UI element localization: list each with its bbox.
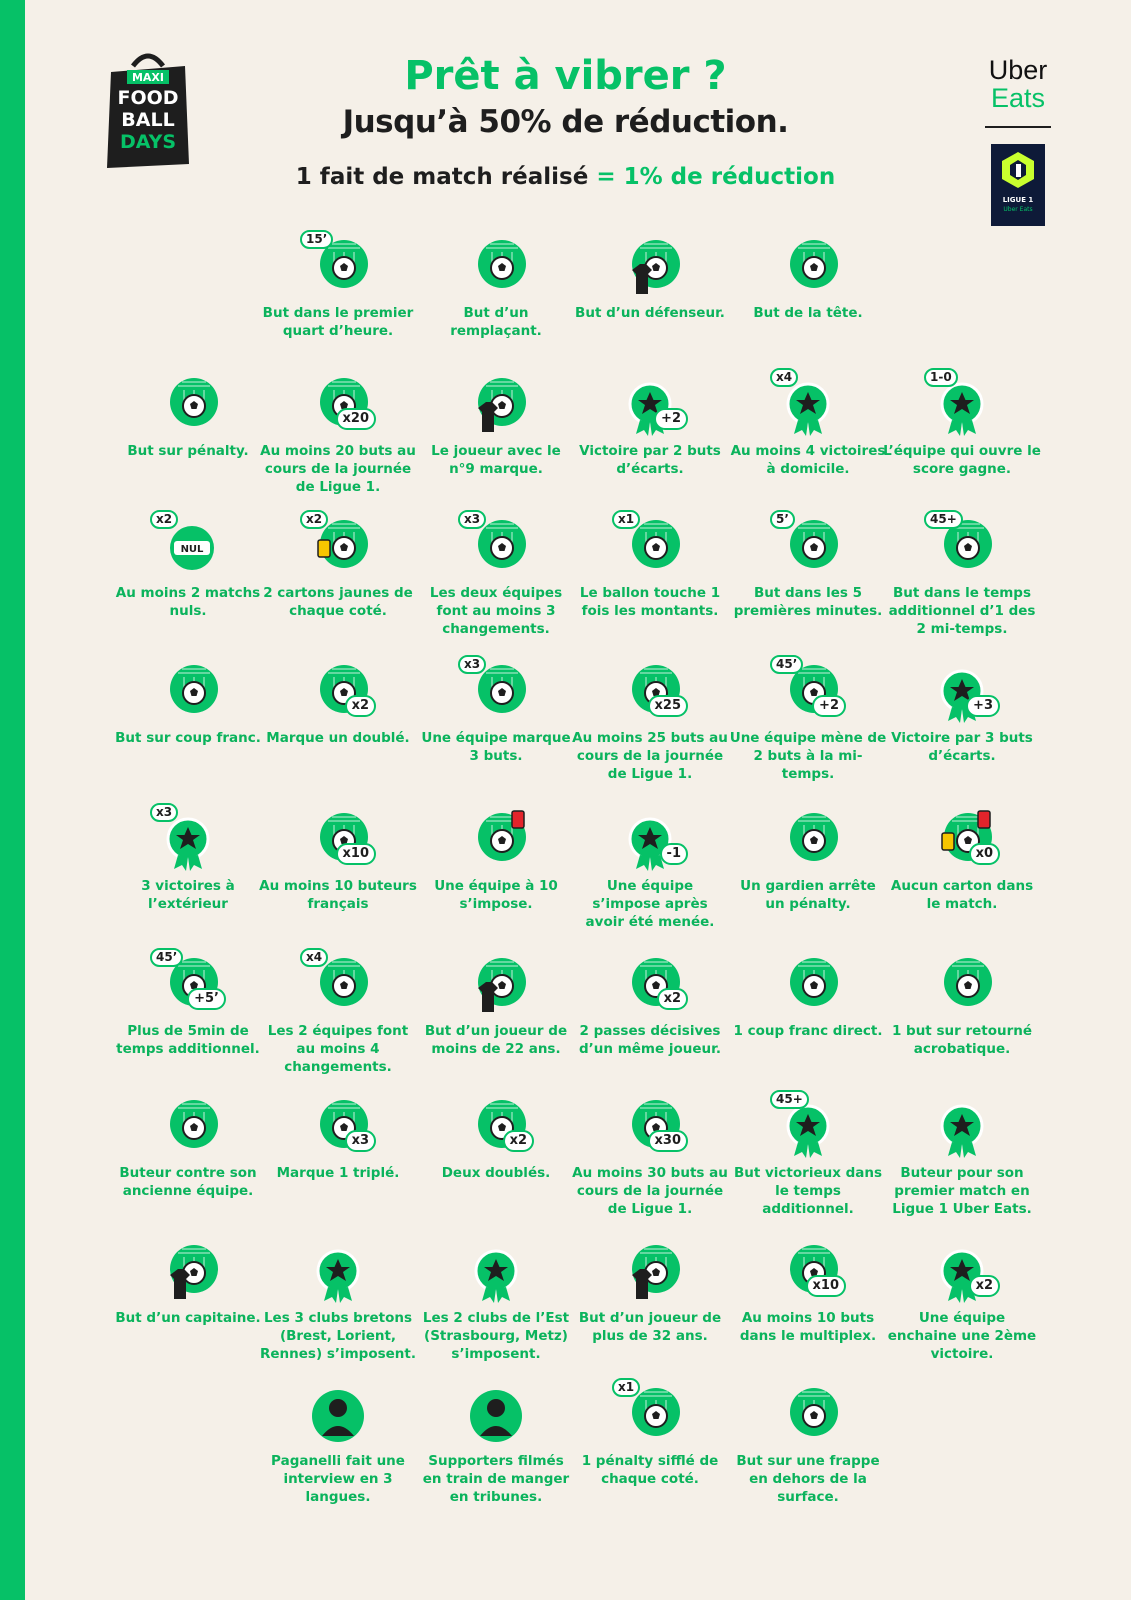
fact-label: Une équipe marque 3 buts. <box>421 730 571 764</box>
no-card-icon <box>922 803 1002 873</box>
goal-ball-icon <box>610 1090 690 1160</box>
jersey-goal-icon <box>610 230 690 300</box>
supporter-icon <box>456 1378 536 1448</box>
fact-label: Une équipe s’impose après avoir été menée. <box>585 878 715 930</box>
fact-label: Au moins 25 buts au cours de la journée de Ligue 1. <box>572 730 728 782</box>
fact-tag: x4 <box>300 948 328 967</box>
fact-item <box>729 948 887 1040</box>
fact-label: Les 2 clubs de l’Est (Strasbourg, Metz) s’imposent. <box>422 1310 570 1362</box>
goal-ball-icon <box>610 655 690 725</box>
fact-item <box>109 510 267 620</box>
fact-label: But d’un capitaine. <box>115 1310 261 1326</box>
goalkeeper-icon <box>768 803 848 873</box>
fact-label: Au moins 10 buts dans le multiplex. <box>739 1310 877 1344</box>
fact-tag: 45+ <box>770 1090 809 1109</box>
victory-icon <box>768 368 848 438</box>
free-kick-icon <box>148 655 228 725</box>
fact-item <box>571 1235 729 1345</box>
fact-label: Les 2 équipes font au moins 4 changements. <box>267 1023 409 1075</box>
fact-item <box>259 948 417 1076</box>
red-card-icon <box>456 803 536 873</box>
fact-item <box>109 655 267 747</box>
fact-tag: x3 <box>458 655 486 674</box>
fact-item <box>417 948 575 1058</box>
goal-ball-icon <box>922 510 1002 580</box>
free-kick-icon <box>768 948 848 1018</box>
fact-label: Marque un doublé. <box>266 730 410 746</box>
victory-icon <box>610 803 690 873</box>
fact-item <box>417 368 575 478</box>
fact-item <box>729 803 887 913</box>
fact-label: Au moins 30 buts au cours de la journée de Ligue 1. <box>572 1165 728 1217</box>
fact-item <box>729 1090 887 1218</box>
victory-icon <box>298 1235 378 1305</box>
fact-badge: x10 <box>336 843 376 865</box>
fact-label: Supporters filmés en train de manger en tribunes. <box>422 1453 570 1505</box>
fact-item <box>259 368 417 496</box>
fact-label: Victoire par 3 buts d’écarts. <box>891 730 1033 764</box>
fact-label: Les 3 clubs bretons (Brest, Lorient, Rennes) s’imposent. <box>259 1310 416 1362</box>
fact-item <box>883 655 1041 765</box>
fact-tag: x3 <box>458 510 486 529</box>
fact-item <box>571 948 729 1058</box>
fact-label: Le joueur avec le n°9 marque. <box>431 443 561 477</box>
fact-item <box>259 510 417 620</box>
fact-badge: -1 <box>660 843 688 865</box>
fact-label: Deux doublés. <box>441 1165 551 1181</box>
logo-line-food: FOOD <box>117 87 179 109</box>
fact-item <box>883 948 1041 1058</box>
green-side-bar <box>0 0 25 1600</box>
goal-ball-icon <box>298 368 378 438</box>
fact-item <box>571 1378 729 1488</box>
victory-icon <box>148 803 228 873</box>
stopwatch-icon <box>148 948 228 1018</box>
fact-item <box>109 948 267 1058</box>
fact-badge: +2 <box>812 695 846 717</box>
boot-icon <box>610 948 690 1018</box>
fact-item <box>259 230 417 340</box>
goal-ball-icon <box>456 1090 536 1160</box>
fact-item <box>109 368 267 460</box>
page-subtitle: Jusqu’à 50% de réduction. <box>342 104 789 140</box>
multiplex-icon <box>768 1235 848 1305</box>
fact-item <box>729 1235 887 1345</box>
fact-label: Une équipe mène de 2 buts à la mi-temps. <box>729 730 887 782</box>
fact-badge: x2 <box>503 1130 534 1152</box>
fact-badge: x2 <box>657 988 688 1010</box>
brand-block <box>978 56 1058 226</box>
fact-item <box>109 1235 267 1327</box>
fact-tag: 45’ <box>150 948 183 967</box>
fact-tag: x1 <box>612 1378 640 1397</box>
uber-wordmark: Uber <box>988 55 1048 85</box>
goal-ball-icon <box>298 803 378 873</box>
logo-line-days: DAYS <box>119 131 177 153</box>
fact-badge: x25 <box>648 695 688 717</box>
fact-tag: 5’ <box>770 510 795 529</box>
jersey-goal-icon <box>456 368 536 438</box>
fact-item <box>571 655 729 783</box>
fact-label: 2 passes décisives d’un même joueur. <box>578 1023 721 1057</box>
fact-item <box>259 1378 417 1506</box>
fact-label: Au moins 2 matchs nuls. <box>115 585 261 619</box>
fact-item <box>259 1235 417 1363</box>
fact-label: L’équipe qui ouvre le score gagne. <box>883 443 1041 477</box>
fact-tag: x3 <box>150 803 178 822</box>
fact-label: But dans le premier quart d’heure. <box>262 305 414 339</box>
fact-tag: x2 <box>300 510 328 529</box>
fact-label: Au moins 4 victoires à domicile. <box>730 443 886 477</box>
substitution-icon <box>456 230 536 300</box>
fact-item <box>883 1090 1041 1218</box>
fact-item <box>883 1235 1041 1363</box>
fact-label: Paganelli fait une interview en 3 langues. <box>271 1453 405 1505</box>
ligue1-line2: Uber Eats <box>1003 206 1033 213</box>
fact-label: Une équipe enchaine une 2ème victoire. <box>887 1310 1037 1362</box>
fact-badge: x0 <box>969 843 1000 865</box>
fact-item <box>729 230 887 322</box>
page-header <box>0 52 1131 192</box>
fact-label: But d’un remplaçant. <box>450 305 542 339</box>
fact-item <box>417 1378 575 1506</box>
substitution-icon <box>298 948 378 1018</box>
fact-item <box>109 803 267 913</box>
fact-tag: 45+ <box>924 510 963 529</box>
penalty-icon <box>610 1378 690 1448</box>
eats-wordmark: Eats <box>990 83 1046 113</box>
fact-label: Buteur contre son ancienne équipe. <box>119 1165 257 1199</box>
fact-item <box>259 655 417 747</box>
yellow-card-icon <box>298 510 378 580</box>
fact-item <box>417 1090 575 1182</box>
fact-item <box>417 803 575 913</box>
fact-label: But dans les 5 premières minutes. <box>733 585 883 619</box>
fact-label: But dans le temps additionnel d’1 des 2 mi-temps. <box>888 585 1036 637</box>
jersey-goal-icon <box>456 948 536 1018</box>
fact-label: 1 coup franc direct. <box>733 1023 883 1039</box>
fact-badge: +3 <box>966 695 1000 717</box>
interview-icon <box>298 1378 378 1448</box>
fact-label: But sur pénalty. <box>127 443 249 459</box>
victory-icon <box>610 368 690 438</box>
fact-label: 1 pénalty sifflé de chaque coté. <box>581 1453 719 1487</box>
fact-item <box>571 803 729 931</box>
fact-tag: x1 <box>612 510 640 529</box>
fact-label: But d’un joueur de moins de 22 ans. <box>424 1023 568 1057</box>
goalpost-icon <box>610 510 690 580</box>
goal-ball-icon <box>298 230 378 300</box>
fact-item <box>417 510 575 638</box>
fact-tag: x4 <box>770 368 798 387</box>
fact-label: Buteur pour son premier match en Ligue 1 Uber Eats. <box>892 1165 1032 1217</box>
captain-icon <box>148 1235 228 1305</box>
victory-icon <box>456 1235 536 1305</box>
fact-item <box>729 1378 887 1506</box>
fact-label: Victoire par 2 buts d’écarts. <box>579 443 721 477</box>
fact-item <box>729 655 887 783</box>
fact-item <box>259 1090 417 1182</box>
fact-item <box>571 1090 729 1218</box>
fact-badge: x20 <box>336 408 376 430</box>
victory-icon <box>922 655 1002 725</box>
fact-label: But de la tête. <box>753 305 863 321</box>
fact-label: But sur une frappe en dehors de la surface. <box>736 1453 880 1505</box>
fact-item <box>571 510 729 620</box>
fact-label: Aucun carton dans le match. <box>890 878 1034 912</box>
fact-label: But victorieux dans le temps additionnel. <box>733 1165 883 1217</box>
goal-ball-icon <box>298 655 378 725</box>
fact-label: Marque 1 triplé. <box>276 1165 400 1181</box>
victory-icon <box>922 1235 1002 1305</box>
fact-label: 2 cartons jaunes de chaque coté. <box>263 585 413 619</box>
logo-line-maxi: MAXI <box>131 71 165 84</box>
fact-tag: 1-0 <box>924 368 958 387</box>
fact-item <box>417 655 575 765</box>
fact-item <box>883 368 1041 478</box>
goal-ball-icon <box>768 510 848 580</box>
header-goal-icon <box>768 230 848 300</box>
victory-icon <box>922 368 1002 438</box>
svg-text:NUL: NUL <box>180 544 204 555</box>
goal-ball-icon <box>768 655 848 725</box>
fact-label: Au moins 20 buts au cours de la journée de Ligue 1. <box>260 443 416 495</box>
fact-label: Le ballon touche 1 fois les montants. <box>579 585 721 619</box>
goal-ball-icon <box>298 1090 378 1160</box>
rule-prefix: 1 fait de match réalisé <box>295 164 589 190</box>
draw-icon <box>148 510 228 580</box>
fact-badge: x3 <box>345 1130 376 1152</box>
penalty-icon <box>148 368 228 438</box>
fact-tag: 45’ <box>770 655 803 674</box>
fact-label: 3 victoires à l’extérieur <box>141 878 235 912</box>
fact-label: But d’un joueur de plus de 32 ans. <box>578 1310 722 1344</box>
fact-label: 1 but sur retourné acrobatique. <box>891 1023 1033 1057</box>
fact-label: But sur coup franc. <box>115 730 261 746</box>
fact-label: Au moins 10 buteurs français <box>259 878 417 912</box>
ligue1-line1: LIGUE 1 <box>1002 196 1034 204</box>
ligue1-hexagon-icon <box>998 150 1038 190</box>
fact-item <box>417 1235 575 1363</box>
shot-icon <box>768 1378 848 1448</box>
fact-item <box>417 230 575 340</box>
bicycle-kick-icon <box>922 948 1002 1018</box>
fact-item <box>571 230 729 322</box>
ligue1-logo <box>991 144 1045 226</box>
substitution-icon <box>456 510 536 580</box>
goal-ball-icon <box>456 655 536 725</box>
victory-icon <box>922 1090 1002 1160</box>
victory-icon <box>768 1090 848 1160</box>
fact-item <box>883 510 1041 638</box>
fact-label: Un gardien arrête un pénalty. <box>740 878 876 912</box>
goal-ball-icon <box>148 1090 228 1160</box>
fact-badge: x10 <box>806 1275 846 1297</box>
fact-label: Plus de 5min de temps additionnel. <box>116 1023 260 1057</box>
fact-tag: 15’ <box>300 230 333 249</box>
fact-tag: x2 <box>150 510 178 529</box>
fact-item <box>883 803 1041 913</box>
fact-badge: x30 <box>648 1130 688 1152</box>
fact-badge: x2 <box>345 695 376 717</box>
jersey-goal-icon <box>610 1235 690 1305</box>
page-title: Prêt à vibrer ? <box>404 53 727 99</box>
fact-badge: +5’ <box>187 988 226 1010</box>
brand-divider <box>985 126 1051 128</box>
fact-badge: +2 <box>654 408 688 430</box>
logo-line-ball: BALL <box>121 109 175 131</box>
rule-accent: = 1% de réduction <box>596 164 836 190</box>
discount-rule <box>0 162 1131 192</box>
fact-item <box>729 368 887 478</box>
fact-label: Les deux équipes font au moins 3 changements. <box>429 585 563 637</box>
fact-item <box>259 803 417 913</box>
fact-item <box>571 368 729 478</box>
fact-label: But d’un défenseur. <box>575 305 725 321</box>
fact-item <box>109 1090 267 1200</box>
fact-label: Une équipe à 10 s’impose. <box>434 878 558 912</box>
fact-badge: x2 <box>969 1275 1000 1297</box>
fact-item <box>729 510 887 620</box>
